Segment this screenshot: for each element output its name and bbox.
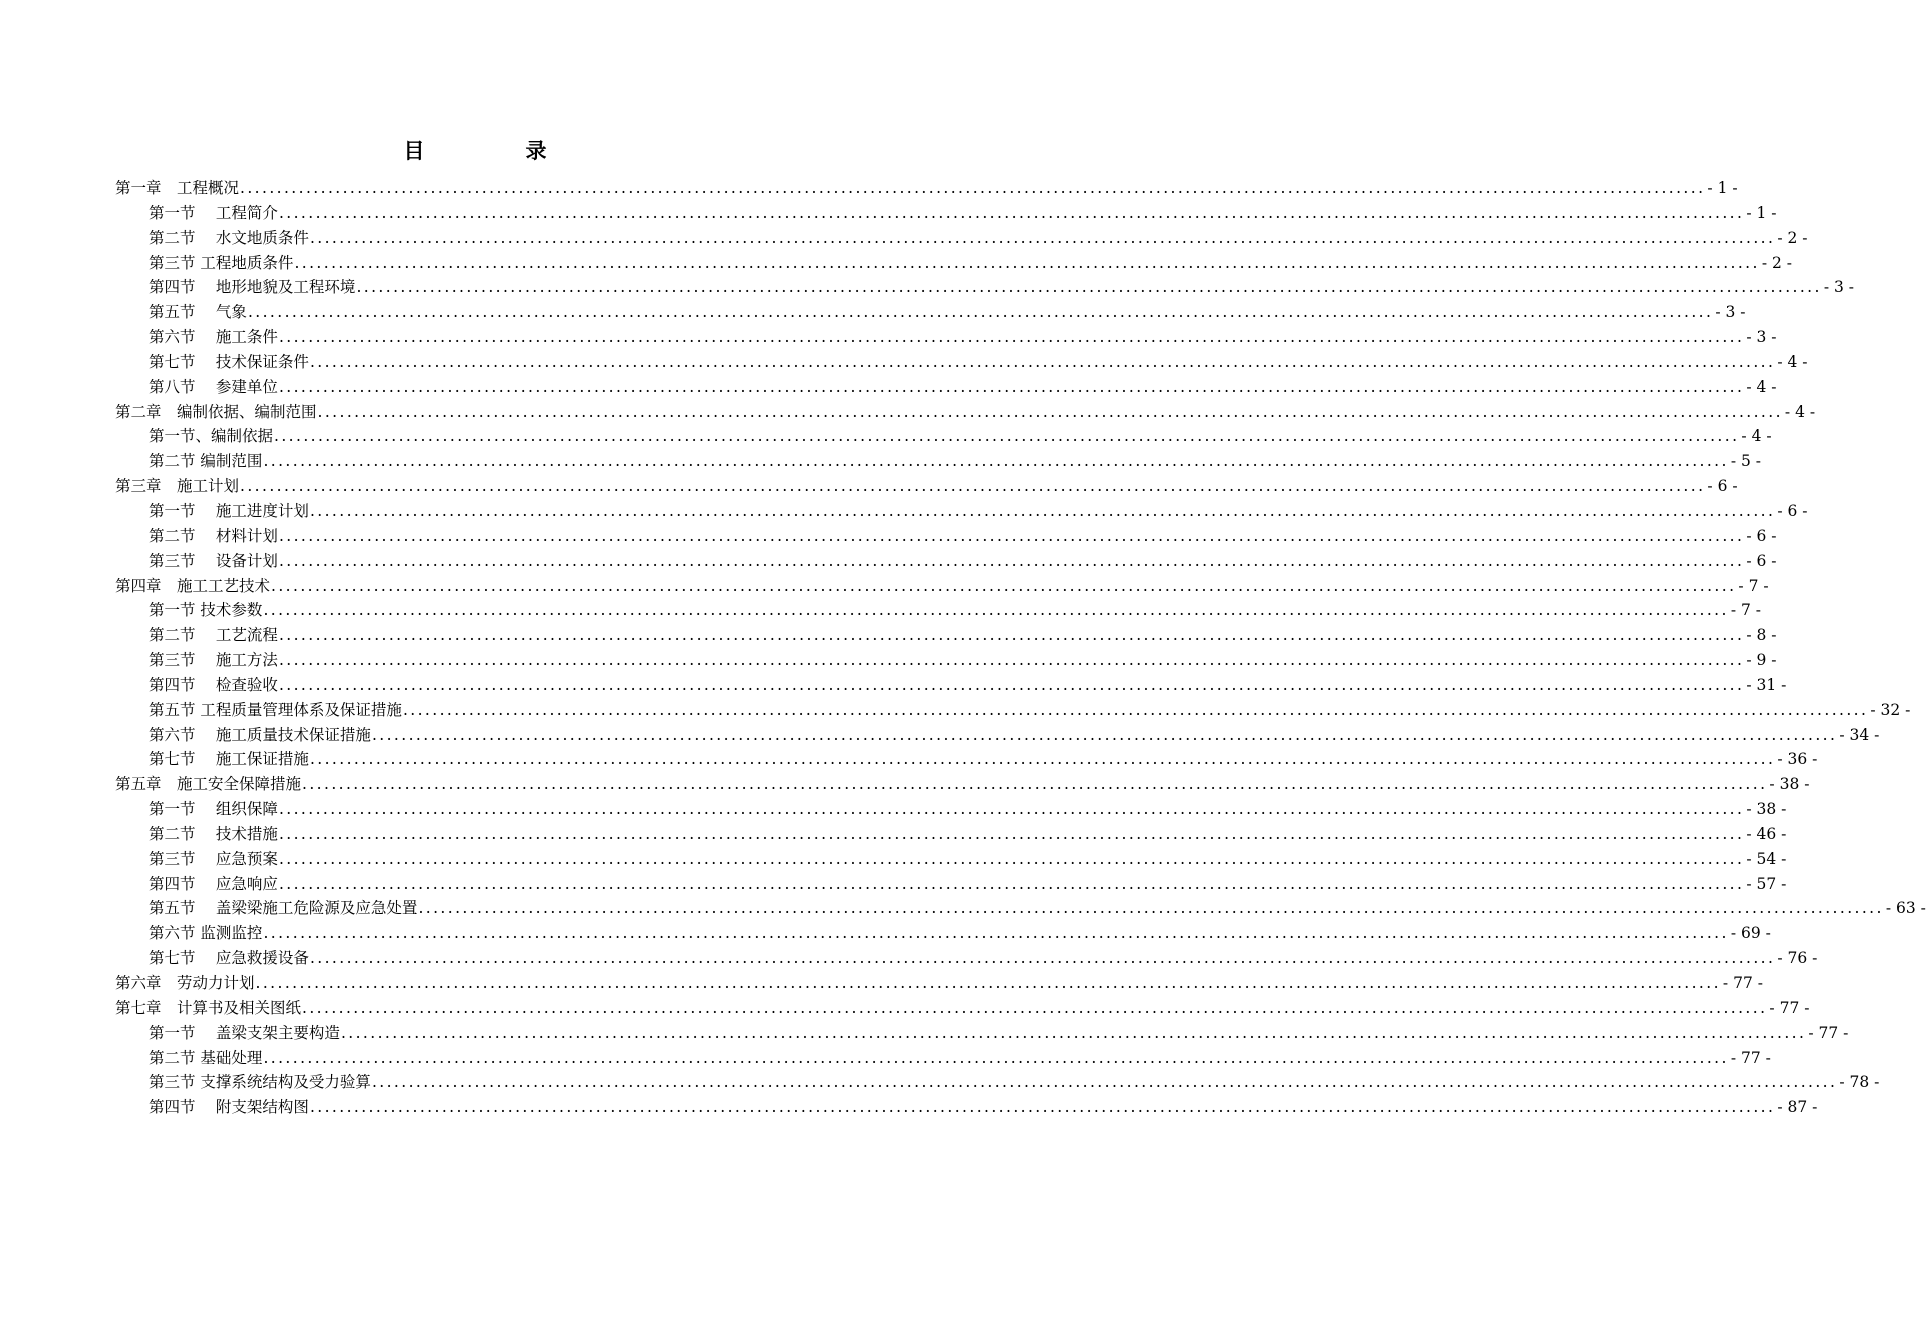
toc-entry-label: 第四章 施工工艺技术 [115, 576, 271, 595]
toc-dot-leader: ........................................................................................................................................................................................................ [309, 1098, 1776, 1117]
toc-entry-page-number: - 3 - [1715, 303, 1746, 322]
toc-dot-leader: ........................................................................................................................................................................................................ [240, 477, 1706, 496]
toc-section-entry[interactable] [115, 648, 1777, 673]
toc-section-entry[interactable] [115, 300, 1746, 325]
toc-section-entry[interactable] [115, 226, 1808, 251]
toc-dot-leader: ........................................................................................................................................................................................................ [356, 278, 1822, 297]
toc-entry-page-number: - 8 - [1746, 626, 1777, 645]
toc-section-entry[interactable] [115, 275, 1855, 300]
toc-dot-leader: ........................................................................................................................................................................................................ [309, 352, 1776, 371]
toc-section-entry[interactable] [115, 449, 1762, 474]
toc-dot-leader: ........................................................................................................................................................................................................ [278, 203, 1745, 222]
toc-section-entry[interactable] [115, 797, 1787, 822]
toc-section-entry[interactable] [115, 723, 1880, 748]
toc-section-entry[interactable] [115, 698, 1911, 723]
toc-entry-page-number: - 38 - [1746, 800, 1787, 819]
toc-chapter-entry[interactable] [115, 574, 1769, 599]
toc-entry-page-number: - 4 - [1741, 427, 1772, 446]
toc-entry-label: 第五章 施工安全保障措施 [115, 775, 302, 794]
toc-entry-page-number: - 3 - [1823, 278, 1855, 297]
toc-dot-leader: ........................................................................................................................................................................................................ [263, 1048, 1729, 1067]
toc-dot-leader: ........................................................................................................................................................................................................ [302, 998, 1768, 1017]
toc-section-entry[interactable] [115, 847, 1787, 872]
toc-dot-leader: ........................................................................................................................................................................................................ [278, 551, 1745, 570]
toc-section-entry[interactable] [115, 598, 1762, 623]
toc-dot-leader: ........................................................................................................................................................................................................ [247, 303, 1714, 322]
toc-title: 目 录 [403, 138, 587, 163]
toc-entry-page-number: - 2 - [1777, 228, 1808, 247]
toc-entry-page-number: - 6 - [1707, 477, 1738, 496]
toc-entry-label: 第七节 施工保证措施 [149, 750, 309, 769]
toc-section-entry[interactable] [115, 549, 1777, 574]
toc-entry-page-number: - 34 - [1839, 725, 1880, 744]
toc-entry-page-number: - 63 - [1885, 899, 1926, 918]
toc-dot-leader: ........................................................................................................................................................................................................ [278, 526, 1745, 545]
toc-section-entry[interactable] [115, 872, 1787, 897]
toc-entry-label: 第四节 附支架结构图 [149, 1098, 309, 1117]
toc-dot-leader: ........................................................................................................................................................................................................ [278, 675, 1745, 694]
toc-entry-page-number: - 5 - [1730, 452, 1762, 471]
toc-entry-label: 第三节 应急预案 [149, 849, 278, 868]
toc-entry-page-number: - 78 - [1839, 1073, 1880, 1092]
toc-chapter-entry[interactable] [115, 176, 1738, 201]
toc-entry-label: 第四节 检查验收 [149, 675, 278, 694]
toc-entry-page-number: - 4 - [1746, 377, 1777, 396]
toc-dot-leader: ........................................................................................................................................................................................................ [309, 501, 1776, 520]
toc-entry-page-number: - 3 - [1746, 328, 1777, 347]
toc-entry-label: 第一节 技术参数 [149, 601, 263, 620]
toc-chapter-entry[interactable] [115, 996, 1810, 1021]
toc-section-entry[interactable] [115, 251, 1793, 276]
toc-entry-page-number: - 6 - [1746, 551, 1777, 570]
toc-section-entry[interactable] [115, 673, 1787, 698]
toc-entry-page-number: - 69 - [1730, 924, 1771, 943]
toc-entry-label: 第一节 工程简介 [149, 203, 278, 222]
toc-dot-leader: ........................................................................................................................................................................................................ [278, 874, 1745, 893]
toc-dot-leader: ........................................................................................................................................................................................................ [263, 924, 1729, 943]
toc-dot-leader: ........................................................................................................................................................................................................ [309, 949, 1776, 968]
toc-entry-label: 第三节 工程地质条件 [149, 253, 294, 272]
toc-entry-label: 第三节 支撑系统结构及受力验算 [149, 1073, 371, 1092]
toc-section-entry[interactable] [115, 1070, 1880, 1095]
toc-dot-leader: ........................................................................................................................................................................................................ [255, 974, 1721, 992]
toc-entry-label: 第七章 计算书及相关图纸 [115, 998, 302, 1017]
toc-dot-leader: ........................................................................................................................................................................................................ [278, 849, 1745, 868]
toc-entry-page-number: - 4 - [1777, 352, 1808, 371]
toc-entry-label: 第二节 基础处理 [149, 1048, 263, 1067]
toc-entry-label: 第二节 编制范围 [149, 452, 263, 471]
toc-dot-leader: ........................................................................................................................................................................................................ [402, 700, 1869, 719]
toc-entry-label: 第三节 施工方法 [149, 651, 278, 670]
toc-section-entry[interactable] [115, 921, 1771, 946]
toc-section-entry[interactable] [115, 822, 1787, 847]
toc-entry-label: 第四节 应急响应 [149, 874, 278, 893]
toc-entry-label: 第三节 设备计划 [149, 551, 278, 570]
toc-dot-leader: ........................................................................................................................................................................................................ [418, 899, 1884, 918]
toc-section-entry[interactable] [115, 1021, 1849, 1046]
toc-dot-leader: ........................................................................................................................................................................................................ [309, 228, 1776, 247]
toc-entry-page-number: - 2 - [1761, 253, 1793, 272]
toc-entry-label: 第二节 工艺流程 [149, 626, 278, 645]
toc-entry-page-number: - 9 - [1746, 651, 1777, 670]
toc-entry-label: 第四节 地形地貌及工程环境 [149, 278, 356, 297]
toc-entry-label: 第六节 施工质量技术保证措施 [149, 725, 371, 744]
toc-entry-label: 第二节 材料计划 [149, 526, 278, 545]
toc-entry-page-number: - 7 - [1730, 601, 1762, 620]
toc-entry-page-number: - 76 - [1777, 949, 1818, 968]
toc-entry-page-number: - 54 - [1746, 849, 1787, 868]
toc-dot-leader: ........................................................................................................................................................................................................ [340, 1023, 1807, 1042]
toc-entry-page-number: - 77 - [1769, 998, 1810, 1017]
toc-entry-page-number: - 77 - [1722, 974, 1763, 992]
toc-entry-page-number: - 32 - [1870, 700, 1911, 719]
toc-entry-page-number: - 1 - [1707, 179, 1738, 197]
toc-entry-page-number: - 87 - [1777, 1098, 1818, 1117]
toc-dot-leader: ........................................................................................................................................................................................................ [371, 1073, 1838, 1092]
toc-section-entry[interactable] [115, 375, 1777, 400]
toc-entry-label: 第二节 技术措施 [149, 824, 278, 843]
toc-entry-label: 第七节 应急救援设备 [149, 949, 309, 968]
toc-entry-page-number: - 77 - [1808, 1023, 1849, 1042]
toc-section-entry[interactable] [115, 747, 1818, 772]
toc-chapter-entry[interactable] [115, 474, 1738, 499]
toc-entry-page-number: - 57 - [1746, 874, 1787, 893]
toc-dot-leader: ........................................................................................................................................................................................................ [274, 427, 1740, 446]
toc-entry-label: 第三章 施工计划 [115, 477, 240, 496]
toc-section-entry[interactable] [115, 1046, 1771, 1071]
toc-entry-page-number: - 77 - [1730, 1048, 1771, 1067]
toc-entry-label: 第六章 劳动力计划 [115, 974, 255, 992]
toc-entry-page-number: - 6 - [1746, 526, 1777, 545]
toc-entry-label: 第一节 组织保障 [149, 800, 278, 819]
toc-entry-label: 第七节 技术保证条件 [149, 352, 309, 371]
toc-dot-leader: ........................................................................................................................................................................................................ [278, 824, 1745, 843]
toc-entry-page-number: - 4 - [1784, 402, 1816, 421]
toc-entry-label: 第一节 施工进度计划 [149, 501, 309, 520]
toc-dot-leader: ........................................................................................................................................................................................................ [309, 750, 1776, 769]
toc-dot-leader: ........................................................................................................................................................................................................ [240, 179, 1706, 197]
toc-entry-label: 第五节 工程质量管理体系及保证措施 [149, 700, 402, 719]
toc-entry-label: 第五节 气象 [149, 303, 247, 322]
toc-entry-label: 第一章 工程概况 [115, 179, 240, 197]
toc-dot-leader: ........................................................................................................................................................................................................ [317, 402, 1783, 421]
toc-entry-label: 第一节 盖梁支架主要构造 [149, 1023, 340, 1042]
toc-entry-page-number: - 38 - [1769, 775, 1810, 794]
toc-dot-leader: ........................................................................................................................................................................................................ [263, 452, 1729, 471]
toc-section-entry[interactable] [115, 1095, 1818, 1120]
toc-dot-leader: ........................................................................................................................................................................................................ [263, 601, 1729, 620]
toc-section-entry[interactable] [115, 524, 1777, 549]
toc-section-entry[interactable] [115, 325, 1777, 350]
toc-section-entry[interactable] [115, 623, 1777, 648]
toc-entry-label: 第六节 施工条件 [149, 328, 278, 347]
toc-chapter-entry[interactable] [115, 971, 1763, 996]
toc-chapter-entry[interactable] [115, 772, 1810, 797]
toc-dot-leader: ........................................................................................................................................................................................................ [294, 253, 1760, 272]
toc-entry-label: 第二节 水文地质条件 [149, 228, 309, 247]
toc-entry-page-number: - 7 - [1738, 576, 1769, 595]
toc-dot-leader: ........................................................................................................................................................................................................ [278, 328, 1745, 347]
toc-entry-page-number: - 31 - [1746, 675, 1787, 694]
toc-dot-leader: ........................................................................................................................................................................................................ [302, 775, 1768, 794]
toc-entry-page-number: - 1 - [1746, 203, 1777, 222]
toc-dot-leader: ........................................................................................................................................................................................................ [271, 576, 1737, 595]
toc-entry-label: 第八节 参建单位 [149, 377, 278, 396]
toc-dot-leader: ........................................................................................................................................................................................................ [278, 377, 1745, 396]
toc-dot-leader: ........................................................................................................................................................................................................ [278, 651, 1745, 670]
toc-section-entry[interactable] [115, 424, 1772, 449]
toc-section-entry[interactable] [115, 946, 1818, 971]
toc-entry-label: 第五节 盖梁梁施工危险源及应急处置 [149, 899, 418, 918]
toc-entry-label: 第一节、编制依据 [149, 427, 274, 446]
toc-dot-leader: ........................................................................................................................................................................................................ [278, 626, 1745, 645]
toc-entry-page-number: - 36 - [1777, 750, 1818, 769]
toc-section-entry[interactable] [115, 201, 1777, 226]
toc-chapter-entry[interactable] [115, 400, 1816, 425]
toc-entry-label: 第二章 编制依据、编制范围 [115, 402, 317, 421]
toc-section-entry[interactable] [115, 350, 1808, 375]
toc-entry-page-number: - 6 - [1777, 501, 1808, 520]
table-of-contents [115, 176, 1926, 1120]
toc-entry-page-number: - 46 - [1746, 824, 1787, 843]
toc-dot-leader: ........................................................................................................................................................................................................ [371, 725, 1838, 744]
toc-entry-label: 第六节 监测监控 [149, 924, 263, 943]
toc-section-entry[interactable] [115, 499, 1808, 524]
toc-section-entry[interactable] [115, 896, 1926, 921]
toc-dot-leader: ........................................................................................................................................................................................................ [278, 800, 1745, 819]
